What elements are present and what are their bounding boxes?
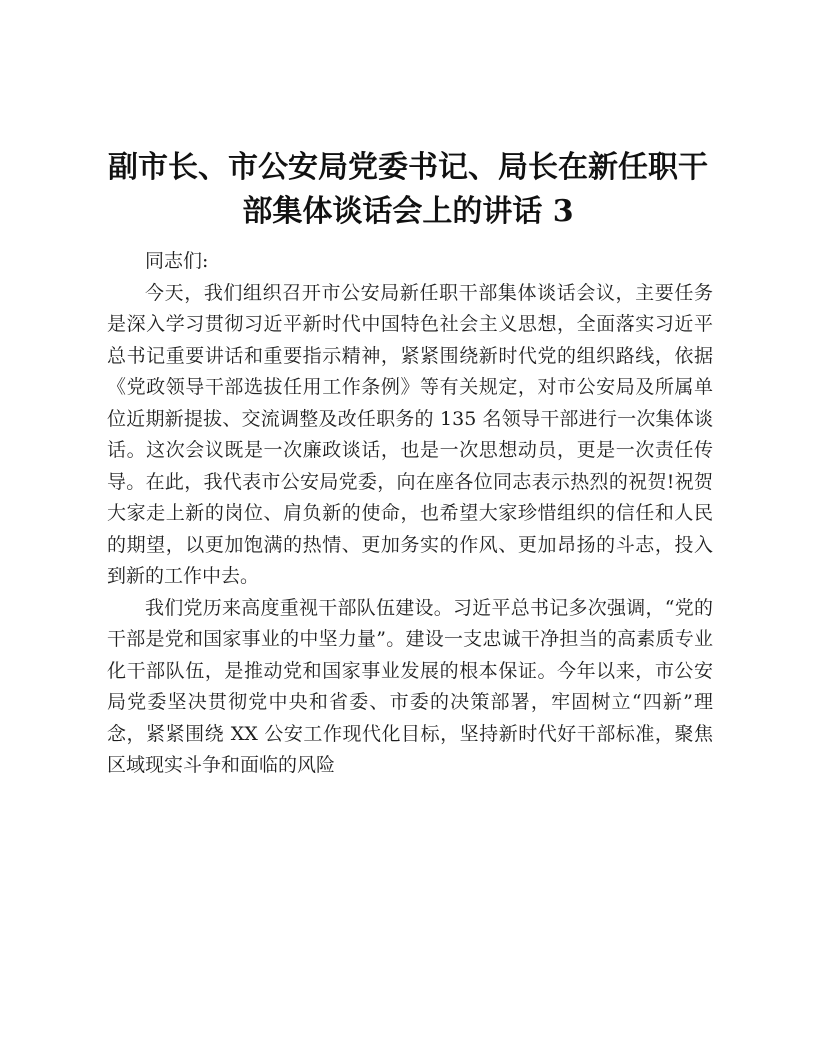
paragraph-2: 我们党历来高度重视干部队伍建设。习近平总书记多次强调，“党的干部是党和国家事业的中坚力量”。建设一支忠诚干净担当的高素质专业化干部队伍，是推动党和国家事业发展的根本保证。今年以来，市公安局党委坚决贯彻党中央和省委、市委的决策部署，牢固树立“四新”理念，紧紧围绕 XX 公安工作现代化目标，坚持新时代好干部标准，聚焦区域现实斗争和面临的风险	[107, 596, 713, 776]
title-line-2: 部集体谈话会上的讲话 3	[242, 194, 574, 229]
title-line-1: 副市长、市公安局党委书记、局长在新任职干	[108, 150, 708, 185]
paragraph-1: 今天，我们组织召开市公安局新任职干部集体谈话会议，主要任务是深入学习贯彻习近平新时代中国特色社会主义思想，全面落实习近平总书记重要讲话和重要指示精神，紧紧围绕新时代党的组织路线，依据《党政领导干部选拔任用工作条例》等有关规定，对市公安局及所属单位近期新提拔、交流调整及改任职务的 135 名领导干部进行一次集体谈话。这次会议既是一次廉政谈话，也是一次思想动员，更是一次责任传导。在此，我代表市公安局党委，向在座各位同志表示热烈的祝贺!祝贺大家走上新的岗位、肩负新的使命，也希望大家珍惜组织的信任和人民的期望，以更加饱满的热情、更加务实的作风、更加昂扬的斗志，投入到新的工作中去。	[107, 281, 713, 587]
document-title	[100, 146, 716, 234]
greeting: 同志们:	[145, 250, 209, 272]
document-body	[107, 246, 713, 782]
